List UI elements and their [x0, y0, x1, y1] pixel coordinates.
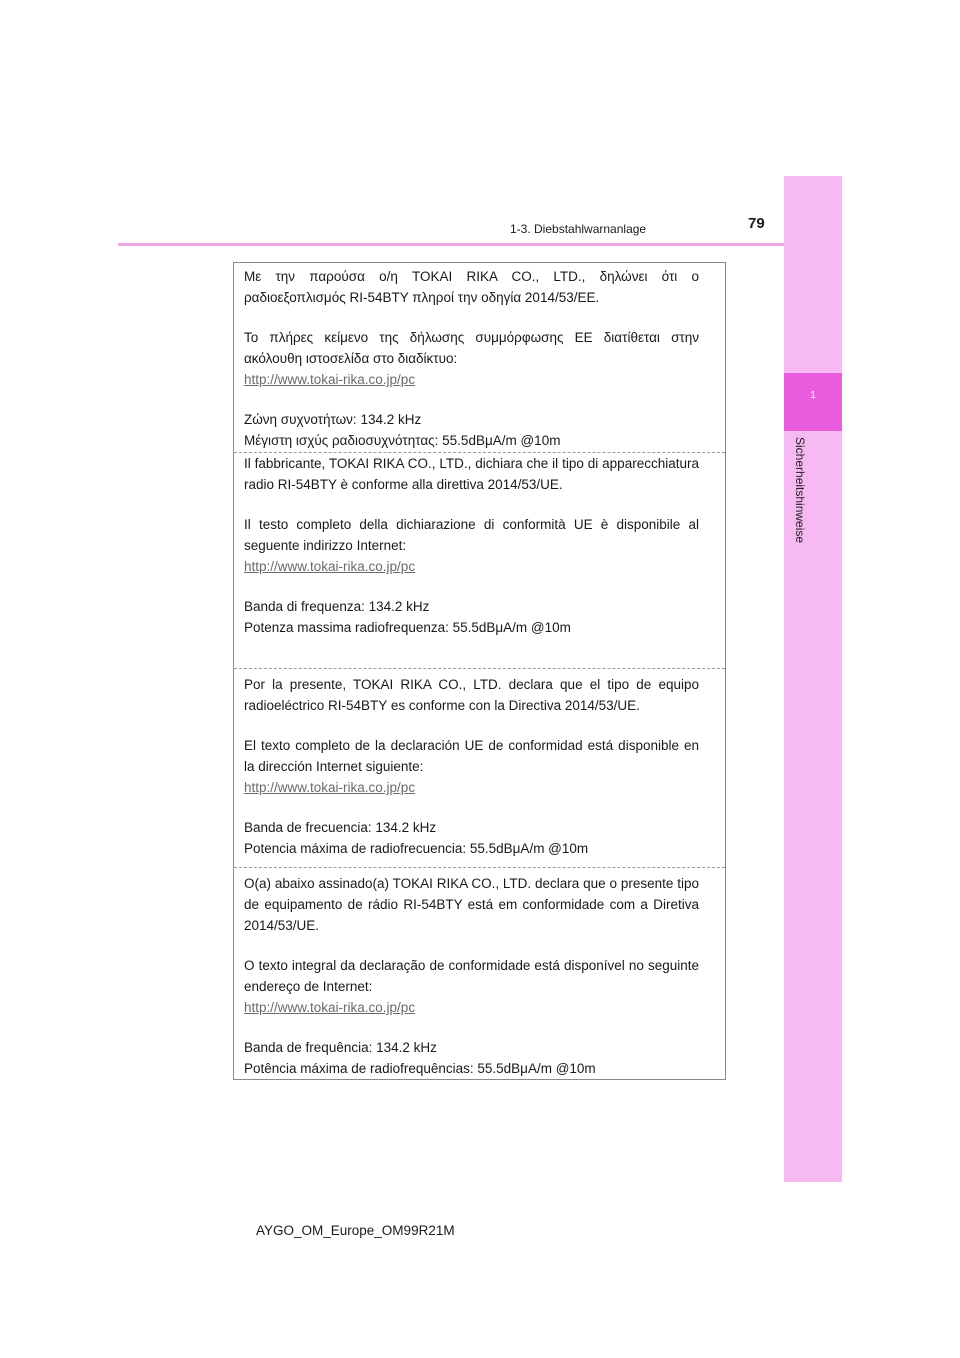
frequency-band: Banda de frecuencia: 134.2 kHz: [244, 820, 437, 835]
page-number: 79: [748, 215, 765, 232]
frequency-band: Banda de frequência: 134.2 kHz: [244, 1040, 437, 1055]
max-power: Μέγιστη ισχύς ραδιοσυχνότητας: 55.5dBμA/m @10m: [244, 433, 561, 448]
availability-text: El texto completo de la declaración UE de conformidad está disponible en la dirección Internet siguiente:: [244, 738, 699, 774]
chapter-sidebar: [784, 176, 842, 1182]
max-power: Potenza massima radiofrequenza: 55.5dBμA/m @10m: [244, 620, 571, 635]
radio-specs: [244, 409, 699, 451]
radio-specs: [244, 817, 699, 859]
declaration-availability: [244, 735, 699, 798]
header-rule: [118, 243, 784, 246]
document-id: AYGO_OM_Europe_OM99R21M: [256, 1223, 455, 1238]
declaration-availability: [244, 327, 699, 390]
availability-text: Il testo completo della dichiarazione di conformità UE è disponibile al seguente indirizzo Internet:: [244, 517, 699, 553]
chapter-label: Sicherheitshinweise: [793, 437, 807, 544]
declaration-text: Por la presente, TOKAI RIKA CO., LTD. declara que el tipo de equipo radioeléctrico RI-54BTY es conforme con la Directiva 2014/53/UE.: [244, 677, 699, 713]
radio-specs: [244, 596, 699, 638]
availability-text: Το πλήρες κείμενο της δήλωσης συμμόρφωσης ΕΕ διατίθεται στην ακόλουθη ιστοσελίδα στο διαδίκτυο:: [244, 330, 699, 366]
chapter-number: 1: [810, 390, 816, 401]
max-power: Potência máxima de radiofrequências: 55.5dBμA/m @10m: [244, 1061, 596, 1076]
declaration-spanish: [244, 674, 699, 859]
radio-specs: [244, 1037, 699, 1079]
declaration-link[interactable]: http://www.tokai-rika.co.jp/pc: [244, 780, 416, 795]
declaration-italian: [244, 453, 699, 638]
declaration-portuguese: [244, 873, 699, 1079]
section-title: 1-3. Diebstahlwarnanlage: [510, 222, 647, 236]
availability-text: O texto integral da declaração de conformidade está disponível no seguinte endereço de Internet:: [244, 958, 699, 994]
section-divider: [234, 867, 725, 868]
declaration-link[interactable]: http://www.tokai-rika.co.jp/pc: [244, 1000, 416, 1015]
declaration-text: O(a) abaixo assinado(a) TOKAI RIKA CO., LTD. declara que o presente tipo de equipamento de rádio RI-54BTY está em conformidade com a Diretiva 2014/53/UE.: [244, 876, 699, 933]
declaration-availability: [244, 955, 699, 1018]
chapter-tab[interactable]: [784, 373, 842, 431]
declaration-availability: [244, 514, 699, 577]
declaration-text: Με την παρούσα ο/η TOKAI RIKA CO., LTD., δηλώνει ότι ο ραδιοεξοπλισμός RI-54BTY πληροί την οδηγία 2014/53/ΕΕ.: [244, 269, 699, 305]
declaration-link[interactable]: http://www.tokai-rika.co.jp/pc: [244, 559, 416, 574]
declaration-text: Il fabbricante, TOKAI RIKA CO., LTD., dichiara che il tipo di apparecchiatura radio RI-54BTY è conforme alla direttiva 2014/53/UE.: [244, 456, 699, 492]
frequency-band: Banda di frequenza: 134.2 kHz: [244, 599, 430, 614]
frequency-band: Ζώνη συχνοτήτων: 134.2 kHz: [244, 412, 422, 427]
declaration-greek: [244, 266, 699, 451]
max-power: Potencia máxima de radiofrecuencia: 55.5dBμA/m @10m: [244, 841, 589, 856]
section-divider: [234, 668, 725, 669]
declaration-link[interactable]: http://www.tokai-rika.co.jp/pc: [244, 372, 416, 387]
